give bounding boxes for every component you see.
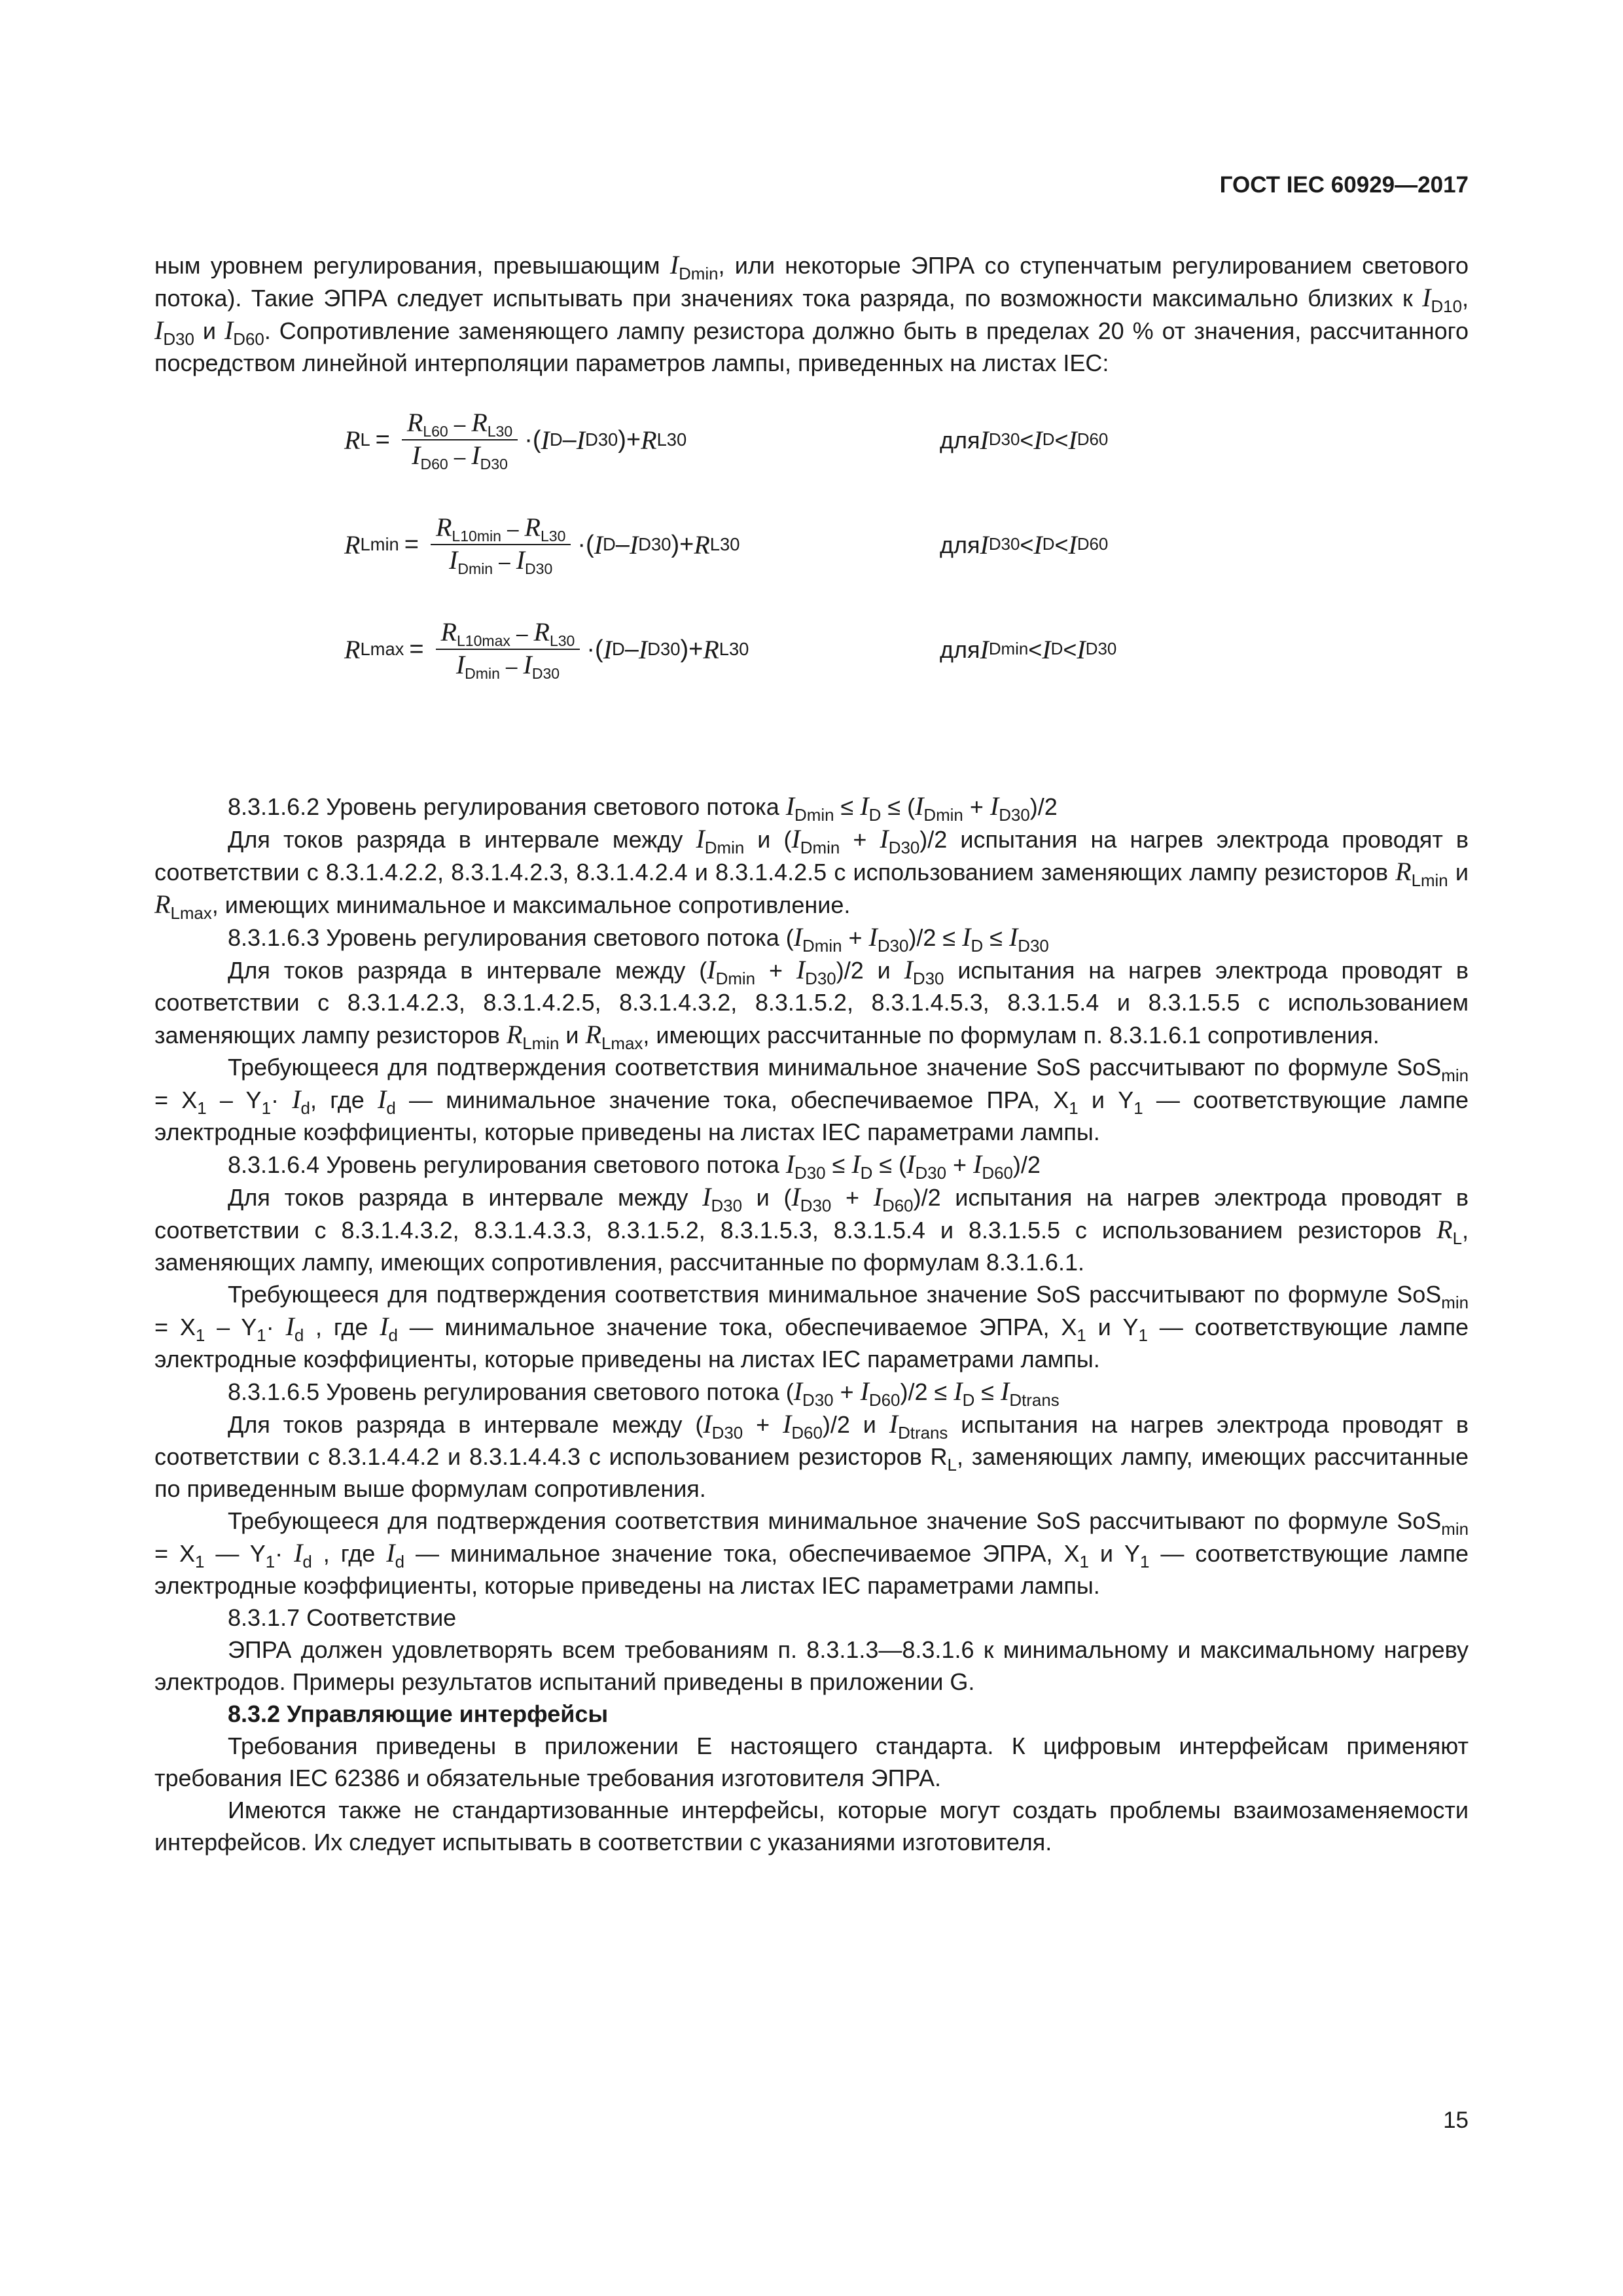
section-8-3-1-6-4-sos: Требующееся для подтверждения соответствия минимальное значение SoS рассчитывают по формуле $SoS_{min} = X_1 - Y_1\cdot I_d$ , где $I_d$ — минимальное значение тока, обеспечиваемое ЭПРА, $X_1$ и $Y_1$ — соответствующие лампе электродные коэффициенты, которые приведены на листах IEC параметрами лампы. (154, 1281, 1469, 1372)
section-8-3-2-heading: 8.3.2 Управляющие интерфейсы (228, 1700, 609, 1727)
formula-rlmax: R Lmax = $\frac{R_{L10max} - R_{L30}}{I_{Dmin} - I_{D30}}$ ·( I D – I D30 )+ R L30 для I Dmin < I D < I D30 (344, 617, 1117, 683)
section-8-3-1-7-heading: 8.3.1.7 Соответствие (228, 1604, 457, 1631)
page-content (154, 249, 1469, 1858)
formula-rl: R L = $\frac{R_{L60} - R_{L30}}{I_{D60} - I_{D30}}$ ·( I D – I D30 )+ R L30 для I D30 < I D < I D60 (344, 408, 1109, 473)
section-8-3-1-6-3-body: Для токов разряда в интервале между $(I_{Dmin} + I_{D30})/2$ и $I_{D30}$ испытания на нагрев электрода проводят в соответствии с 8.3.1.4.2.3, 8.3.1.4.2.5, 8.3.1.4.3.2, 8.3.1.5.2, 8.3.1.4.5.3, 8.3.1.5.4 и 8.3.1.5.5 с использованием заменяющих лампу резисторов $R_{Lmin}$ и $R_{Lmax}$, имеющих рассчитанные по формулам п. 8.3.1.6.1 сопротивления. (154, 955, 1469, 1054)
section-8-3-1-6-5-body: Для токов разряда в интервале между $(I_{D30} + I_{D60})/2$ и $I_{Dtrans}$ испытания на нагрев электрода проводят в соответствии с 8.3.1.4.4.2 и 8.3.1.4.4.3 с использованием резисторов $R_L$, заменяющих лампу, имеющих рассчитанные по приведенным выше формулам сопротивления. (154, 1409, 1469, 1502)
section-8-3-1-6-2-heading: 8.3.1.6.2 Уровень регулирования светового потока $I_{Dmin} \le I_D \le (I_{Dmin} + I_{D30})/2$ (228, 791, 1058, 825)
section-8-3-2-paragraph-1: Требования приведены в приложении E настоящего стандарта. К цифровым интерфейсам применяют требования IEC 62386 и обязательные требования изготовителя ЭПРА. (154, 1732, 1469, 1791)
section-8-3-1-6-2-body: Для токов разряда в интервале между $I_{Dmin}$ и $(I_{Dmin} + I_{D30})/2$ испытания на нагрев электрода проводят в соответствии с 8.3.1.4.2.2, 8.3.1.4.2.3, 8.3.1.4.2.4 и 8.3.1.4.2.5 с использованием заменяющих лампу резисторов $R_{Lmin}$ и $R_{Lmax}$, имеющих минимальное и максимальное сопротивление. (154, 824, 1469, 924)
section-8-3-1-6-5-heading: 8.3.1.6.5 Уровень регулирования светового потока $(I_{D30} + I_{D60})/2 \le I_D \le I_{Dtrans}$ (228, 1376, 1060, 1410)
page-header-standard: ГОСТ IEC 60929—2017 (1219, 172, 1469, 198)
section-8-3-1-6-5-sos: Требующееся для подтверждения соответствия минимальное значение SoS рассчитывают по формуле $SoS_{min} = X_1$ — $Y_1\cdot I_d$ , где $I_d$ — минимальное значение тока, обеспечиваемое ЭПРА, $X_1$ и $Y_1$ — соответствующие лампе электродные коэффициенты, которые приведены на листах IEC параметрами лампы. (154, 1507, 1469, 1599)
formula-rlmin: R Lmin = $\frac{R_{L10min} - R_{L30}}{I_{Dmin} - I_{D30}}$ ·( I D – I D30 )+ R L30 для I D30 < I D < I D60 (344, 512, 1109, 578)
section-8-3-1-6-3-sos: Требующееся для подтверждения соответствия минимальное значение SoS рассчитывают по формуле $SoS_{min} = X_1 - Y_1\cdot I_d$, где $I_d$ — минимальное значение тока, обеспечиваемое ПРА, $X_1$ и $Y_1$ — соответствующие лампе электродные коэффициенты, которые приведены на листах IEC параметрами лампы. (154, 1054, 1469, 1145)
section-8-3-1-6-4-body: Для токов разряда в интервале между $I_{D30}$ и $(I_{D30} + I_{D60})/2$ испытания на нагрев электрода проводят в соответствии с 8.3.1.4.3.2, 8.3.1.4.3.3, 8.3.1.5.2, 8.3.1.5.3, 8.3.1.5.4 и 8.3.1.5.5 с использованием резисторов $R_L$, заменяющих лампу, имеющих сопротивления, рассчитанные по формулам 8.3.1.6.1. (154, 1182, 1469, 1276)
section-8-3-1-7-body: ЭПРА должен удовлетворять всем требованиям п. 8.3.1.3—8.3.1.6 к минимальному и максимальному нагреву электродов. Примеры результатов испытаний приведены в приложении G. (154, 1636, 1469, 1695)
section-8-3-1-6-4-heading: 8.3.1.6.4 Уровень регулирования светового потока $I_{D30} \le I_D \le (I_{D30} + I_{D60})/2$ (228, 1149, 1041, 1183)
intro-paragraph: ным уровнем регулирования, превышающим $I_{Dmin}$, или некоторые ЭПРА со ступенчатым регулированием светового потока). Такие ЭПРА следует испытывать при значениях тока разряда, по возможности максимально близких к $I_{D10}$, $I_{D30}$ и $I_{D60}$. Сопротивление заменяющего лампу резистора должно быть в пределах 20 % от значения, рассчитанного посредством линейной интерполяции параметров лампы, приведенных на листах IEC: (154, 250, 1469, 376)
page-number: 15 (1443, 2108, 1469, 2133)
formula-block (154, 397, 1469, 790)
section-8-3-1-6-3-heading: 8.3.1.6.3 Уровень регулирования светового потока $(I_{Dmin} + I_{D30})/2 \le I_D \le I_{D30}$ (228, 922, 1049, 956)
section-8-3-2-paragraph-2: Имеются также не стандартизованные интерфейсы, которые могут создать проблемы взаимозаменяемости интерфейсов. Их следует испытывать в соответствии с указаниями изготовителя. (154, 1797, 1469, 1856)
